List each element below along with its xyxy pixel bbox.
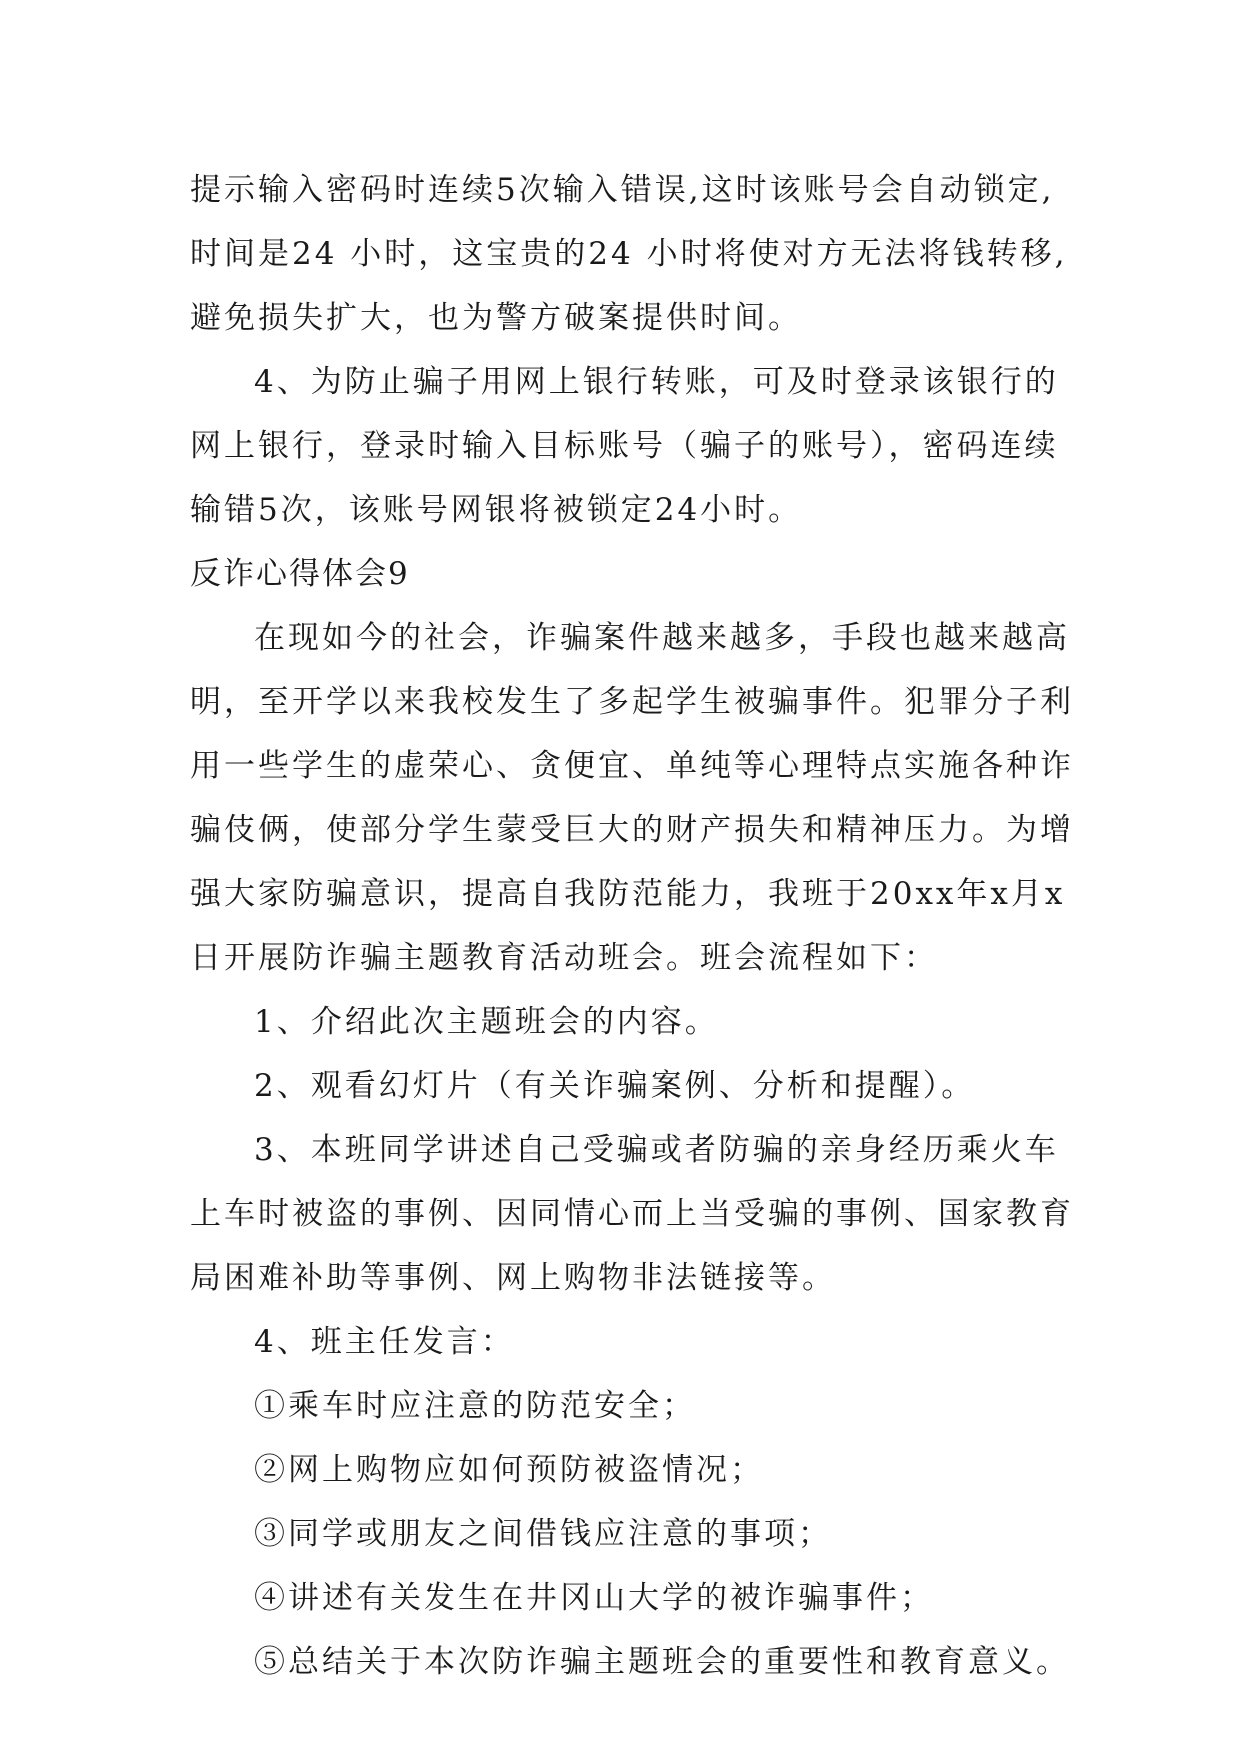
intro-line: 明，至开学以来我校发生了多起学生被骗事件。犯罪分子利	[190, 684, 1074, 720]
intro-line: 骗伎俩，使部分学生蒙受巨大的财产损失和精神压力。为增	[190, 812, 1074, 848]
step-4: 4、班主任发言：	[254, 1324, 515, 1360]
step-3-line: 上车时被盗的事例、因同情心而上当受骗的事例、国家教育	[190, 1196, 1074, 1232]
intro-line: 在现如今的社会，诈骗案件越来越多，手段也越来越高	[254, 620, 1070, 656]
intro-line: 强大家防骗意识，提高自我防范能力，我班于20xx年x月x	[190, 876, 1066, 912]
step-3-line: 局困难补助等事例、网上购物非法链接等。	[190, 1260, 836, 1296]
step-3-line: 3、本班同学讲述自己受骗或者防骗的亲身经历乘火车	[254, 1132, 1059, 1168]
tip-4-line: 网上银行，登录时输入目标账号（骗子的账号），密码连续	[190, 428, 1059, 464]
body-line: 提示输入密码时连续5次输入错误,这时该账号会自动锁定,	[190, 172, 1055, 208]
point-item: ①乘车时应注意的防范安全；	[254, 1388, 696, 1424]
step-2: 2、观看幻灯片（有关诈骗案例、分析和提醒）。	[254, 1068, 976, 1104]
document-body	[190, 158, 1074, 1694]
point-item: ③同学或朋友之间借钱应注意的事项；	[254, 1516, 832, 1552]
intro-line: 用一些学生的虚荣心、贪便宜、单纯等心理特点实施各种诈	[190, 748, 1074, 784]
tip-4-line: 4、为防止骗子用网上银行转账，可及时登录该银行的	[254, 364, 1059, 400]
tip-4-line: 输错5次，该账号网银将被锁定24小时。	[190, 492, 803, 528]
body-line: 时间是24 小时，这宝贵的24 小时将使对方无法将钱转移,	[190, 236, 1068, 272]
intro-line: 日开展防诈骗主题教育活动班会。班会流程如下：	[190, 940, 938, 976]
body-line: 避免损失扩大，也为警方破案提供时间。	[190, 300, 802, 336]
point-item: ⑤总结关于本次防诈骗主题班会的重要性和教育意义。	[254, 1644, 1070, 1680]
point-item: ④讲述有关发生在井冈山大学的被诈骗事件；	[254, 1580, 934, 1616]
section-title: 反诈心得体会9	[190, 556, 410, 592]
step-1: 1、介绍此次主题班会的内容。	[254, 1004, 719, 1040]
point-item: ②网上购物应如何预防被盗情况；	[254, 1452, 764, 1488]
